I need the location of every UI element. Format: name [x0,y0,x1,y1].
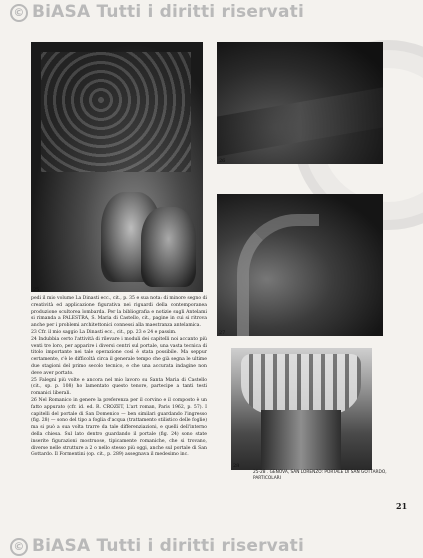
carved-band [217,87,383,156]
figure-number: 28 [233,463,240,469]
copyright-icon: © [10,4,28,22]
figure-caption: 25-28 . GENOVA, SAN LORENZO: PORTALE DI SAN GOTTARDO, PARTICOLARI [253,470,387,481]
watermark-text: BiASA Tutti i diritti riservati [32,536,304,556]
figure-25-photo [31,42,203,292]
figure-number: 26 [219,158,226,164]
figure-number: 27 [219,330,226,336]
page-number: 21 [396,501,408,511]
paragraph: 26 Nel Romanico in genere la preferenza per il corvino e il composto è un fatto appurato (cfr. id. ed. R. CROZET, L'art roman, Paris 1962, p. 57). I capitelli del portale di San Domenico — ben similari guardando l'ingresso (fig. 28) — sono del tipo a foglia d'acqua (trattamento stilistico delle foglie) ma si può a sua volta trarre da tale differenziazioni, e quelli dell'interno della chiesa. Sul lato dentro guardando il portale (fig. 24) sono state inserite figurazioni mostruose, tipicamente romaniche, che si trovano, diverse nelle strutture a 2 o nello stesso più oggi, anche sul portale di San Gottardo. Il Formentini (op. cit., p. 289) assegnava il medesimo inc. [31,397,207,458]
carved-foliage [41,52,191,172]
watermark-top [10,2,304,22]
column-shaft [261,410,341,470]
watermark-bottom [10,536,304,556]
paragraph: 24 Indubbia certo l'attività di rilevare i moduli dei capitelli noi accanto più venti tre loro, per apparire i diversi centri sul portale, una vasta tecnica di titolo importante nei tale operazione così è stata possibile. Ma seppur certamente, c'è le difficoltà circa il generale tempo che già segna le ultime due stagioni del primo secolo tecnico, e che una accurata indagine non deve aver portato. [31,336,207,376]
figure-number: 25 [33,287,40,293]
figure-26-photo [217,42,383,164]
paragraph: 25 Falegni più volte e ancora nel mio lavoro su Santa Maria di Castello (cit., sp. p. 108) ho lamentato questo tenore, partecipe a tanti testi romanici liberali. [31,377,207,397]
watermark-text: BiASA Tutti i diritti riservati [32,2,304,22]
capital [241,354,361,414]
carved-figure [141,207,196,287]
paragraph: 23 Cfr. il mio saggio La Dinasti ecc., cit., pp. 23 e 24 e passim. [31,329,177,335]
body-text [31,296,207,459]
copyright-icon: © [10,538,28,556]
figure-28-photo [231,348,372,470]
carved-arch [237,214,319,336]
paragraph: pedi il mio volume La Dinasti ecc., cit., p. 35 e sua nota: di minore segno di creatività ed applicazione figurativa nei riguardi della contemporanea produzione scultorea lombarda. Per la bibliografia e notizie sugli Antelami si rimanda a PALESTRA, S. Maria di Castello, cit., pagine in cui si ritrova anche per i problemi architettonici connessi alla maestranza antelamica. [31,296,207,329]
figure-27-photo [217,194,383,336]
